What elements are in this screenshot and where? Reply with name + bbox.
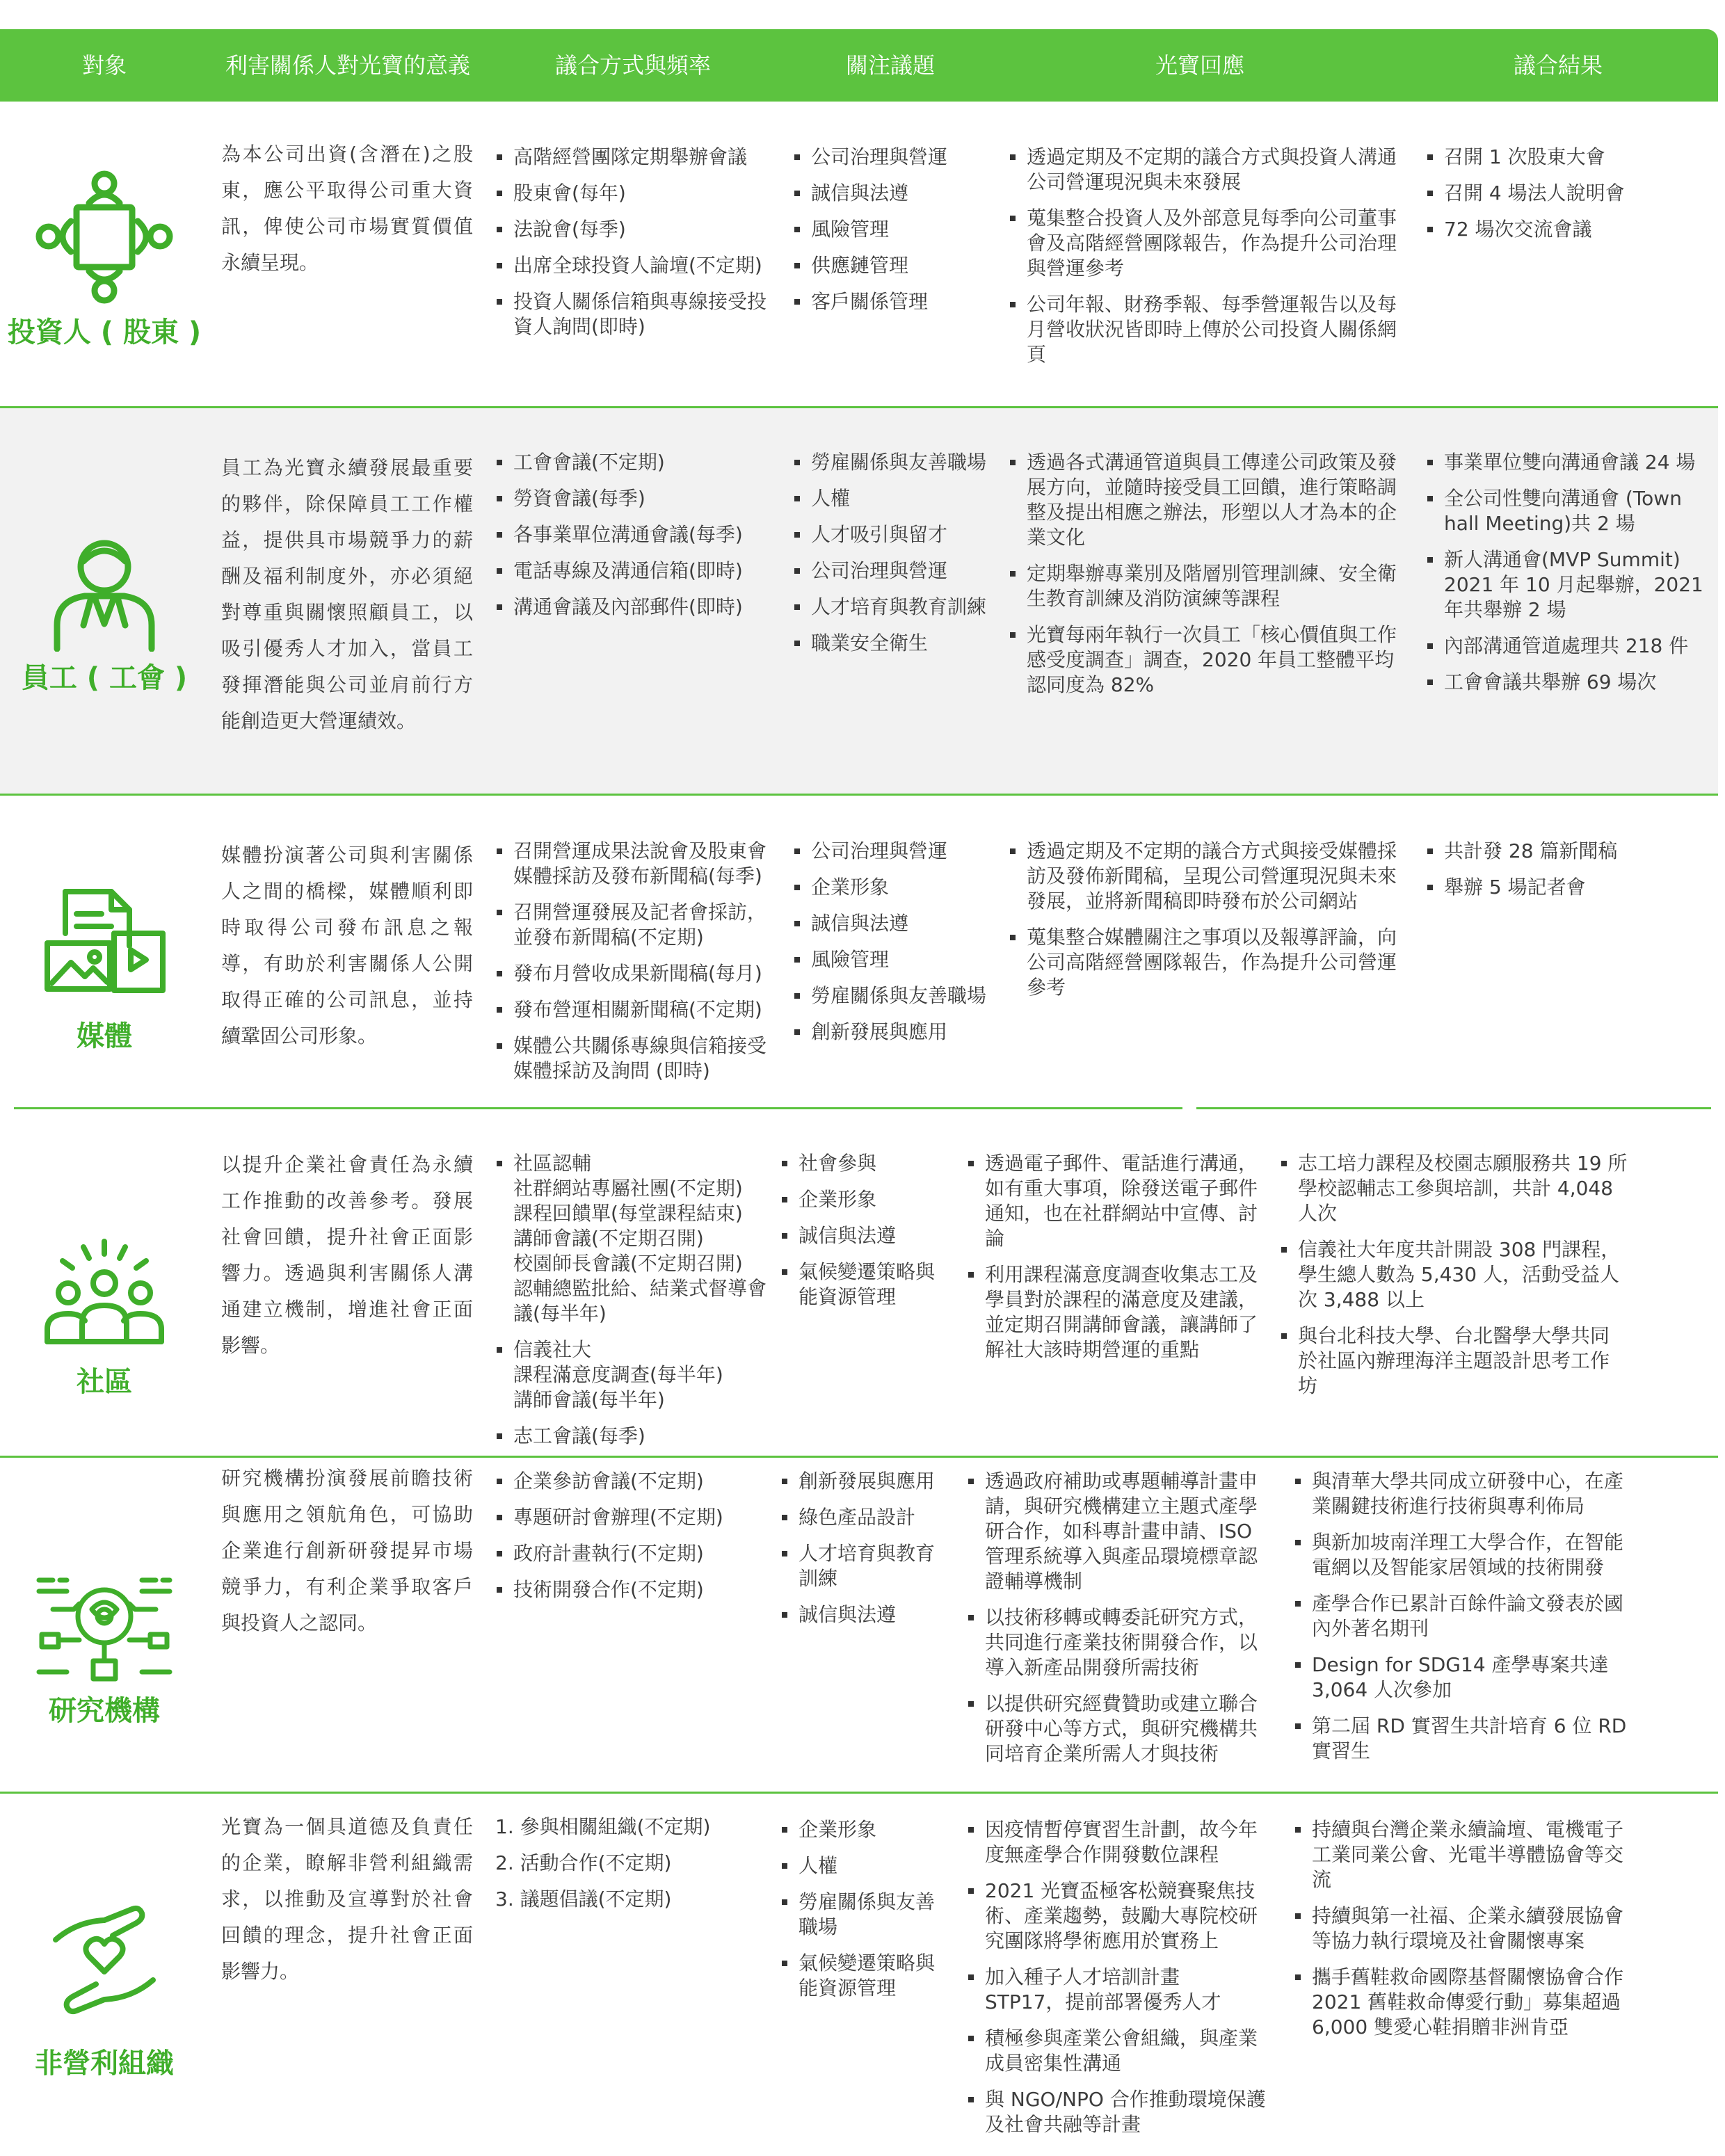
list-item: 光寶每兩年執行一次員工「核心價值與工作感受度調查」調查，2020 年員工整體平均認同度為 82% <box>1009 622 1405 698</box>
list-item: 內部溝通管道處理共 218 件 <box>1426 634 1704 659</box>
list-item: 發布月營收成果新聞稿(每月) <box>495 961 773 986</box>
topics-list <box>793 839 1002 1056</box>
results-list <box>1426 145 1704 253</box>
list-item: 蒐集整合投資人及外部意見每季向公司董事會及高階經營團隊報告，作為提升公司治理與營運參考 <box>1009 206 1405 281</box>
list-item: 投資人關係信箱與專線接受投資人詢問(即時) <box>495 289 773 339</box>
header-method: 議合方式與頻率 <box>554 52 711 79</box>
list-item: 社會參與 <box>780 1151 940 1176</box>
list-item: 召開 4 場法人說明會 <box>1426 181 1704 206</box>
list-item: 3. 議題倡議(不定期) <box>495 1888 672 1910</box>
table-header <box>0 29 1718 102</box>
methods-list <box>495 1809 773 1917</box>
list-item: 勞資會議(每季) <box>495 486 773 511</box>
list-item: 透過定期及不定期的議合方式與接受媒體採訪及發佈新聞稿，呈現公司營運現況與未來發展，並將新聞稿即時發布於公司網站 <box>1009 839 1405 914</box>
header-result: 議合結果 <box>1513 52 1603 79</box>
meaning-text: 研究機構扮演發展前瞻技術與應用之領航角色，可協助企業進行創新研發提昇市場競爭力，有利企業爭取客戶與投資人之認同。 <box>221 1467 473 1634</box>
methods-list <box>495 145 773 351</box>
list-item: 人才培育與教育訓練 <box>793 595 1002 620</box>
list-item: 企業參訪會議(不定期) <box>495 1469 773 1494</box>
table-row <box>0 408 1718 794</box>
employee-icon <box>0 533 209 652</box>
responses-list <box>1009 839 1405 1011</box>
list-item: 1. 參與相關組織(不定期) <box>495 1815 711 1838</box>
row-name: 投資人 ( 股東 ) <box>7 316 202 348</box>
list-item <box>495 1337 773 1413</box>
list-item: 政府計畫執行(不定期) <box>495 1541 773 1566</box>
list-item: 利用課程滿意度調查收集志工及學員對於課程的滿意度及建議，並定期召開講師會議，讓講師了解社大該時期營運的重點 <box>967 1262 1259 1362</box>
list-item: 公司治理與營運 <box>793 839 1002 864</box>
list-item: 公司年報、財務季報、每季營運報告以及每月營收狀況皆即時上傳於公司投資人關係網頁 <box>1009 292 1405 367</box>
list-item: 創新發展與應用 <box>780 1469 947 1494</box>
list-item: 透過政府補助或專題輔導計畫申請，與研究機構建立主題式產學研合作，如科專計畫申請、ISO 管理系統導入與產品環境標章認證輔導機制 <box>967 1469 1259 1594</box>
list-item: 事業單位雙向溝通會議 24 場 <box>1426 450 1704 475</box>
list-item: 誠信與法遵 <box>780 1223 940 1248</box>
list-item: 2. 活動合作(不定期) <box>495 1851 672 1874</box>
list-item: 召開 1 次股東大會 <box>1426 145 1704 170</box>
header-topics: 關注議題 <box>845 52 935 79</box>
list-item: 人才培育與教育訓練 <box>780 1541 947 1591</box>
list-item: 技術開發合作(不定期) <box>495 1577 773 1602</box>
list-item: 專題研討會辦理(不定期) <box>495 1505 773 1530</box>
responses-list <box>967 1469 1259 1778</box>
care-hands-icon <box>0 1898 209 2020</box>
results-list <box>1426 839 1704 911</box>
list-item: 工會會議(不定期) <box>495 450 773 475</box>
list-item: 透過電子郵件、電話進行溝通，如有重大事項，除發送電子郵件通知，也在社群網站中宣傳、討論 <box>967 1151 1259 1251</box>
meaning-text: 為本公司出資(含潛在)之股東，應公平取得公司重大資訊，俾使公司市場實質價值永續呈現。 <box>221 143 473 274</box>
results-list <box>1294 1469 1628 1775</box>
list-item: 工會會議共舉辦 69 場次 <box>1426 670 1704 695</box>
list-item: 各事業單位溝通會議(每季) <box>495 522 773 547</box>
list-item: 持續與台灣企業永續論壇、電機電子工業同業公會、光電半導體協會等交流 <box>1294 1817 1628 1892</box>
list-item: 出席全球投資人論壇(不定期) <box>495 253 773 278</box>
list-item: 透過定期及不定期的議合方式與投資人溝通公司營運現況與未來發展 <box>1009 145 1405 195</box>
list-item: 電話專線及溝通信箱(即時) <box>495 558 773 584</box>
method-group-sub: 社群網站專屬社團(不定期) 課程回饋單(每堂課程結束) 講師會議(不定期召開) 校園師長會議(不定期召開) 認輔總監批給、結業式督導會議(每半年) <box>513 1177 767 1325</box>
topics-list <box>793 450 1002 667</box>
table-row <box>0 796 1718 1107</box>
meaning-text: 媒體扮演著公司與利害關係人之間的橋樑，媒體順利即時取得公司發布訊息之報導，有助於利害關係人公開取得正確的公司訊息，並持續鞏固公司形象。 <box>221 844 473 1047</box>
methods-list <box>495 839 773 1095</box>
responses-list <box>967 1817 1266 2148</box>
list-item: 與新加坡南洋理工大學合作，在智能電網以及智能家居領域的技術開發 <box>1294 1530 1628 1580</box>
list-item: 與清華大學共同成立研發中心，在產業關鍵技術進行技術與專利佈局 <box>1294 1469 1628 1519</box>
list-item: 誠信與法遵 <box>793 911 1002 936</box>
list-item: 人權 <box>793 486 1002 511</box>
list-item: 蒐集整合媒體關注之事項以及報導評論，向公司高階經營團隊報告，作為提升公司營運參考 <box>1009 925 1405 1000</box>
list-item: 勞雇關係與友善職場 <box>780 1890 947 1940</box>
header-target: 對象 <box>81 52 127 79</box>
methods-list <box>495 1151 773 1460</box>
table-row <box>0 1458 1718 1792</box>
list-item: 法說會(每季) <box>495 217 773 242</box>
meaning-text: 光寶為一個具道德及負責任的企業，瞭解非營利組織需求，以推動及宣導對於社會回饋的理念，提升社會正面影響力。 <box>221 1815 473 1983</box>
list-item: 共計發 28 篇新聞稿 <box>1426 839 1704 864</box>
list-item: 定期舉辦專業別及階層別管理訓練、安全衛生教育訓練及消防演練等課程 <box>1009 561 1405 611</box>
list-item: 供應鏈管理 <box>793 253 995 278</box>
header-meaning: 利害關係人對光寶的意義 <box>225 52 470 79</box>
list-item: 氣候變遷策略與能資源管理 <box>780 1260 940 1310</box>
method-group-sub: 課程滿意度調查(每半年) 講師會議(每半年) <box>513 1363 723 1411</box>
list-item: 勞雇關係與友善職場 <box>793 450 1002 475</box>
method-group-title: 志工會議(每季) <box>513 1424 645 1447</box>
topics-list <box>793 145 995 325</box>
table-row <box>0 1794 1718 2156</box>
list-item: 人才吸引與留才 <box>793 522 1002 547</box>
media-icon <box>0 886 209 1011</box>
list-item: 誠信與法遵 <box>793 181 995 206</box>
list-item: 新人溝通會(MVP Summit) 2021 年 10 月起舉辦，2021 年共舉辦 2 場 <box>1426 547 1704 622</box>
responses-list <box>1009 450 1405 709</box>
list-item: 氣候變遷策略與能資源管理 <box>780 1951 947 2001</box>
responses-list <box>967 1151 1259 1374</box>
meaning-text: 員工為光寶永續發展最重要的夥伴，除保障員工工作權益，提供具市場競爭力的薪酬及福利制度外，亦必須絕對尊重與關懷照顧員工，以吸引優秀人才加入，當員工發揮潛能與公司並肩前行方能創造更大營運績效。 <box>221 456 473 732</box>
list-item: 積極參與產業公會組織，與產業成員密集性溝通 <box>967 2026 1266 2076</box>
list-item: 人權 <box>780 1853 947 1879</box>
results-list <box>1280 1151 1628 1410</box>
list-item: 與台北科技大學、台北醫學大學共同於社區內辦理海洋主題設計思考工作坊 <box>1280 1324 1628 1399</box>
list-item: 以提供研究經費贊助或建立聯合研發中心等方式，與研究機構共同培育企業所需人才與技術 <box>967 1691 1259 1767</box>
method-group-title: 信義社大 <box>513 1338 592 1361</box>
responses-list <box>1009 145 1405 378</box>
list-item: 企業形象 <box>780 1817 947 1842</box>
list-item: 召開營運成果法說會及股東會媒體採訪及發布新聞稿(每季) <box>495 839 773 889</box>
list-item: 2021 光寶盃極客松競賽聚焦技術、產業趨勢，鼓勵大專院校研究團隊將學術應用於實務上 <box>967 1879 1266 1954</box>
list-item: 召開營運發展及記者會採訪，並發布新聞稿(不定期) <box>495 900 773 950</box>
list-item: 攜手舊鞋救命國際基督關懷協會合作 2021 舊鞋救命傳愛行動」募集超過 6,000 雙愛心鞋捐贈非洲肯亞 <box>1294 1965 1628 2040</box>
row-name: 媒體 <box>77 1020 132 1052</box>
meeting-table-icon <box>0 167 209 306</box>
list-item: 公司治理與營運 <box>793 558 1002 584</box>
community-icon <box>0 1237 209 1355</box>
list-item <box>495 1151 773 1326</box>
list-item: 舉辦 5 場記者會 <box>1426 875 1704 900</box>
results-list <box>1294 1817 1628 2051</box>
topics-list <box>780 1469 947 1639</box>
list-item: 創新發展與應用 <box>793 1020 1002 1045</box>
list-item: 透過各式溝通管道與員工傳達公司政策及發展方向，並隨時接受員工回饋，進行策略調整及提出相應之辦法，形塑以人才為本的企業文化 <box>1009 450 1405 550</box>
list-item: 綠色產品設計 <box>780 1505 947 1530</box>
list-item: 企業形象 <box>780 1187 940 1212</box>
list-item: 持續與第一社福、企業永續發展協會等協力執行環境及社會關懷專案 <box>1294 1904 1628 1954</box>
list-item: 發布營運相關新聞稿(不定期) <box>495 997 773 1022</box>
list-item: 溝通會議及內部郵件(即時) <box>495 595 773 620</box>
topics-list <box>780 1151 940 1321</box>
row-name: 研究機構 <box>49 1695 160 1727</box>
list-item <box>495 1424 773 1449</box>
list-item: 志工培力課程及校園志願服務共 19 所學校認輔志工參與培訓，共計 4,048 人次 <box>1280 1151 1628 1226</box>
list-item: 客戶關係管理 <box>793 289 995 314</box>
table-row <box>0 1109 1718 1456</box>
topics-list <box>780 1817 947 2012</box>
meaning-text: 以提升企業社會責任為永續工作推動的改善參考。發展社會回饋，提升社會正面影響力。透過與利害關係人溝通建立機制，增進社會正面影響。 <box>221 1153 473 1357</box>
list-item: 風險管理 <box>793 947 1002 972</box>
methods-list <box>495 1469 773 1614</box>
method-group-title: 社區認輔 <box>513 1152 592 1175</box>
list-item: Design for SDG14 產學專案共達 3,064 人次參加 <box>1294 1652 1628 1703</box>
list-item: 公司治理與營運 <box>793 145 995 170</box>
list-item: 股東會(每年) <box>495 181 773 206</box>
list-item: 信義社大年度共計開設 308 門課程，學生總人數為 5,430 人，活動受益人次 3,488 以上 <box>1280 1237 1628 1312</box>
list-item: 全公司性雙向溝通會 (Town hall Meeting)共 2 場 <box>1426 486 1704 536</box>
list-item: 與 NGO/NPO 合作推動環境保護及社會共融等計畫 <box>967 2087 1266 2137</box>
row-name: 社區 <box>77 1366 132 1398</box>
list-item: 媒體公共關係專線與信箱接受媒體採訪及詢問 (即時) <box>495 1033 773 1084</box>
list-item: 勞雇關係與友善職場 <box>793 983 1002 1008</box>
table-row <box>0 102 1718 406</box>
list-item: 高階經營團隊定期舉辦會議 <box>495 145 773 170</box>
header-response: 光寶回應 <box>1155 52 1244 79</box>
list-item: 第二屆 RD 實習生共計培育 6 位 RD 實習生 <box>1294 1714 1628 1764</box>
list-item: 誠信與法遵 <box>780 1602 947 1627</box>
list-item: 因疫情暫停實習生計劃，故今年度無產學合作開發數位課程 <box>967 1817 1266 1867</box>
research-icon <box>0 1568 209 1684</box>
results-list <box>1426 450 1704 706</box>
list-item: 產學合作已累計百餘件論文發表於國內外著名期刊 <box>1294 1591 1628 1641</box>
list-item: 企業形象 <box>793 875 1002 900</box>
list-item: 以技術移轉或轉委託研究方式，共同進行產業技術開發合作，以導入新產品開發所需技術 <box>967 1605 1259 1680</box>
list-item: 72 場次交流會議 <box>1426 217 1704 242</box>
methods-list <box>495 450 773 631</box>
row-name: 員工 ( 工會 ) <box>21 662 188 694</box>
list-item: 風險管理 <box>793 217 995 242</box>
list-item: 加入種子人才培訓計畫 STP17，提前部署優秀人才 <box>967 1965 1266 2015</box>
list-item: 職業安全衛生 <box>793 631 1002 656</box>
row-name: 非營利組織 <box>35 2048 174 2079</box>
